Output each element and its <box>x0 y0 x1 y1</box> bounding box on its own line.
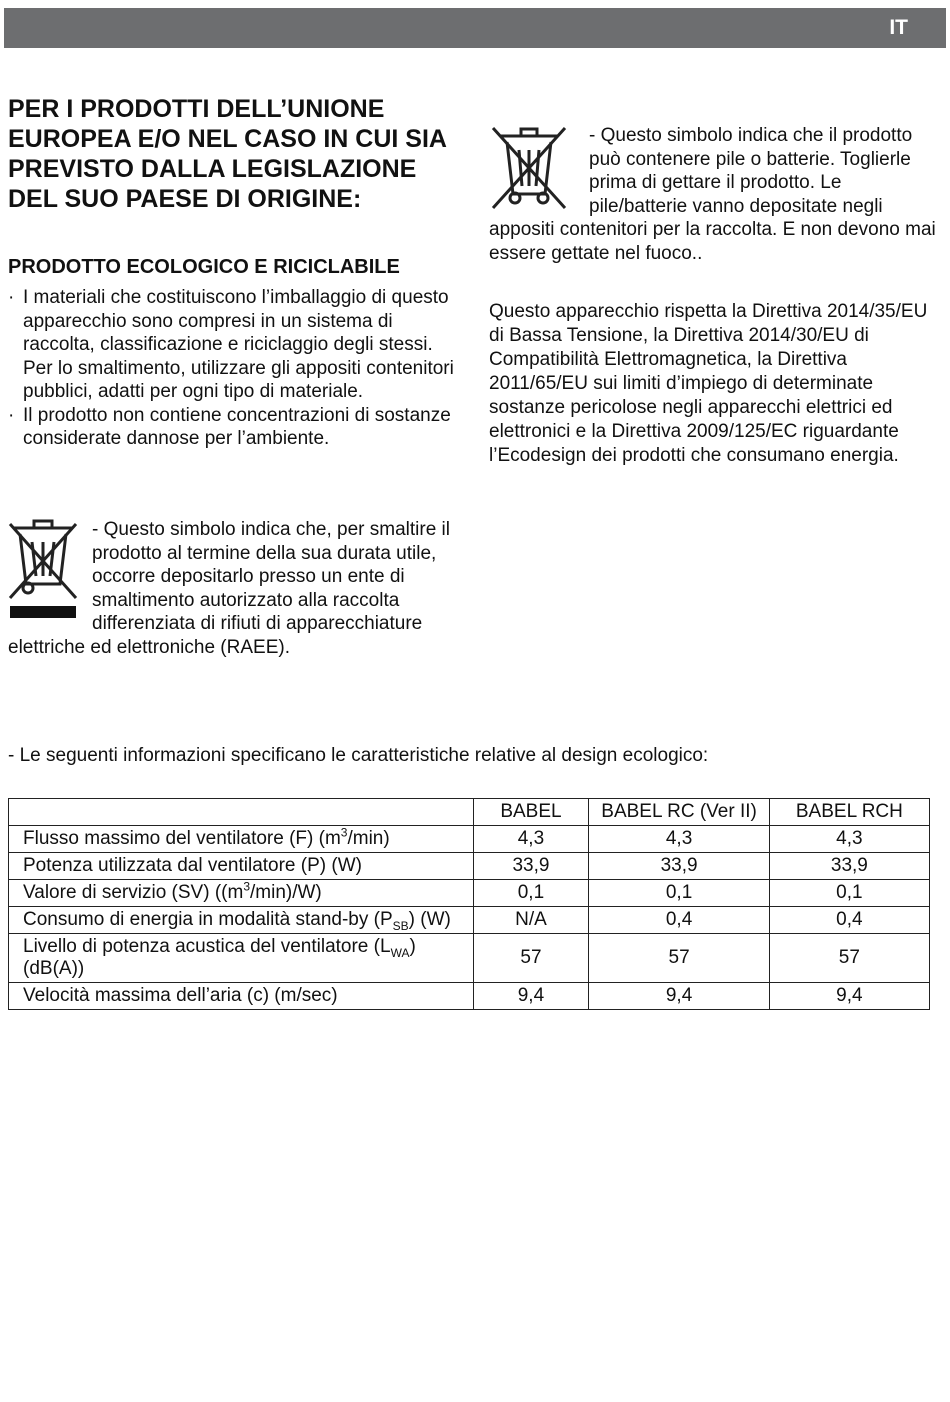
section-subheading: PRODOTTO ECOLOGICO E RICICLABILE <box>8 256 400 278</box>
battery-notice <box>489 124 943 265</box>
list-item <box>8 404 458 451</box>
label-text: Valore di servizio (SV) ((m <box>23 882 244 903</box>
crossed-out-wheelie-bin-icon <box>8 518 86 630</box>
table-row <box>9 853 930 880</box>
table-header-cell: BABEL RCH <box>769 799 929 826</box>
table-cell: N/A <box>473 907 589 934</box>
label-text-suffix: /min) <box>347 828 390 849</box>
recycling-bullet-list <box>8 286 458 451</box>
table-cell: 0,1 <box>473 880 589 907</box>
table-cell: 57 <box>473 934 589 983</box>
label-text: Flusso massimo del ventilatore (F) (m <box>23 828 341 849</box>
table-cell: 33,9 <box>473 853 589 880</box>
table-cell: 0,4 <box>769 907 929 934</box>
ecodesign-intro: - Le seguenti informazioni specificano le caratteristiche relative al design ecologico: <box>8 745 709 766</box>
table-header-cell: BABEL RC (Ver II) <box>589 799 769 826</box>
bullet-text: I materiali che costituiscono l’imballaggio di questo apparecchio sono compresi in un sistema di raccolta, classificazione e riciclaggio degli stessi. Per lo smaltimento, utilizzare gli appositi contenitori pubblici, adatti per ogni tipo di materiale. <box>23 287 454 402</box>
table-header-cell <box>9 799 474 826</box>
table-cell: 33,9 <box>769 853 929 880</box>
table-cell: 4,3 <box>769 826 929 853</box>
table-cell: 33,9 <box>589 853 769 880</box>
table-header-cell: BABEL <box>473 799 589 826</box>
bullet-marker: · <box>8 287 15 308</box>
list-item <box>8 286 458 404</box>
table-header-row <box>9 799 930 826</box>
row-label <box>9 934 474 983</box>
weee-notice <box>8 518 456 659</box>
table-cell: 9,4 <box>473 983 589 1010</box>
label-text: Livello di potenza acustica del ventilatore (L <box>23 936 391 957</box>
table-row <box>9 826 930 853</box>
page-heading: PER I PRODOTTI DELL’UNIONE EUROPEA E/O NEL CASO IN CUI SIA PREVISTO DALLA LEGISLAZIONE DEL SUO PAESE DI ORIGINE: <box>8 95 447 213</box>
table-row <box>9 907 930 934</box>
label-superscript: 3 <box>243 879 250 894</box>
table-cell: 9,4 <box>769 983 929 1010</box>
row-label <box>9 983 474 1010</box>
language-label: IT <box>889 16 908 39</box>
label-text: Consumo di energia in modalità stand-by (P <box>23 909 393 930</box>
table-cell: 0,1 <box>769 880 929 907</box>
row-label <box>9 907 474 934</box>
label-superscript: 3 <box>340 825 348 840</box>
row-label <box>9 880 474 907</box>
row-label <box>9 826 474 853</box>
table-cell: 4,3 <box>473 826 589 853</box>
weee-notice-text: - Questo simbolo indica che, per smaltire il prodotto al termine della sua durata utile, occorre depositarlo presso un ente di smaltimento autorizzato alla raccolta differenziata di rifiuti di apparecchiature elettriche ed elettroniche (RAEE). <box>8 519 450 658</box>
directive-compliance-text: Questo apparecchio rispetta la Direttiva 2014/35/EU di Bassa Tensione, la Direttiva 2014/30/EU di Compatibilità Elettromagnetica, la Direttiva 2011/65/EU sui limiti d’impiego di determinate sostanze pericolose negli apparecchi elettrici ed elettronici e la Direttiva 2009/125/EC riguardante l’Ecodesign dei prodotti che consumano energia. <box>489 301 928 466</box>
label-subscript: SB <box>392 918 409 933</box>
table-cell: 4,3 <box>589 826 769 853</box>
crossed-out-bin-icon <box>489 124 577 216</box>
table-row <box>9 983 930 1010</box>
label-text-suffix: ) (dB(A)) <box>23 936 416 979</box>
bullet-marker: · <box>8 404 15 426</box>
row-label <box>9 853 474 880</box>
ecodesign-table <box>8 798 930 1010</box>
table-cell: 9,4 <box>589 983 769 1010</box>
table-cell: 57 <box>589 934 769 983</box>
label-text-suffix: ) (W) <box>408 909 451 930</box>
label-text: Velocità massima dell’aria (c) (m/sec) <box>23 985 338 1006</box>
table-cell: 0,1 <box>589 880 769 907</box>
table-cell: 57 <box>769 934 929 983</box>
label-text-suffix: /min)/W) <box>250 882 322 903</box>
battery-notice-text: - Questo simbolo indica che il prodotto può contenere pile o batterie. Toglierle prima di gettare il prodotto. Le pile/batterie vanno depositate negli appositi contenitori per la raccolta. E non devono mai essere gettate nel fuoco.. <box>489 125 936 264</box>
table-row <box>9 880 930 907</box>
table-row <box>9 934 930 983</box>
table-cell: 0,4 <box>589 907 769 934</box>
header-bar <box>4 8 946 48</box>
label-text: Potenza utilizzata dal ventilatore (P) (W) <box>23 855 362 876</box>
bullet-text: Il prodotto non contiene concentrazioni di sostanze considerate dannose per l’ambiente. <box>23 404 451 449</box>
label-subscript: WA <box>390 945 410 960</box>
